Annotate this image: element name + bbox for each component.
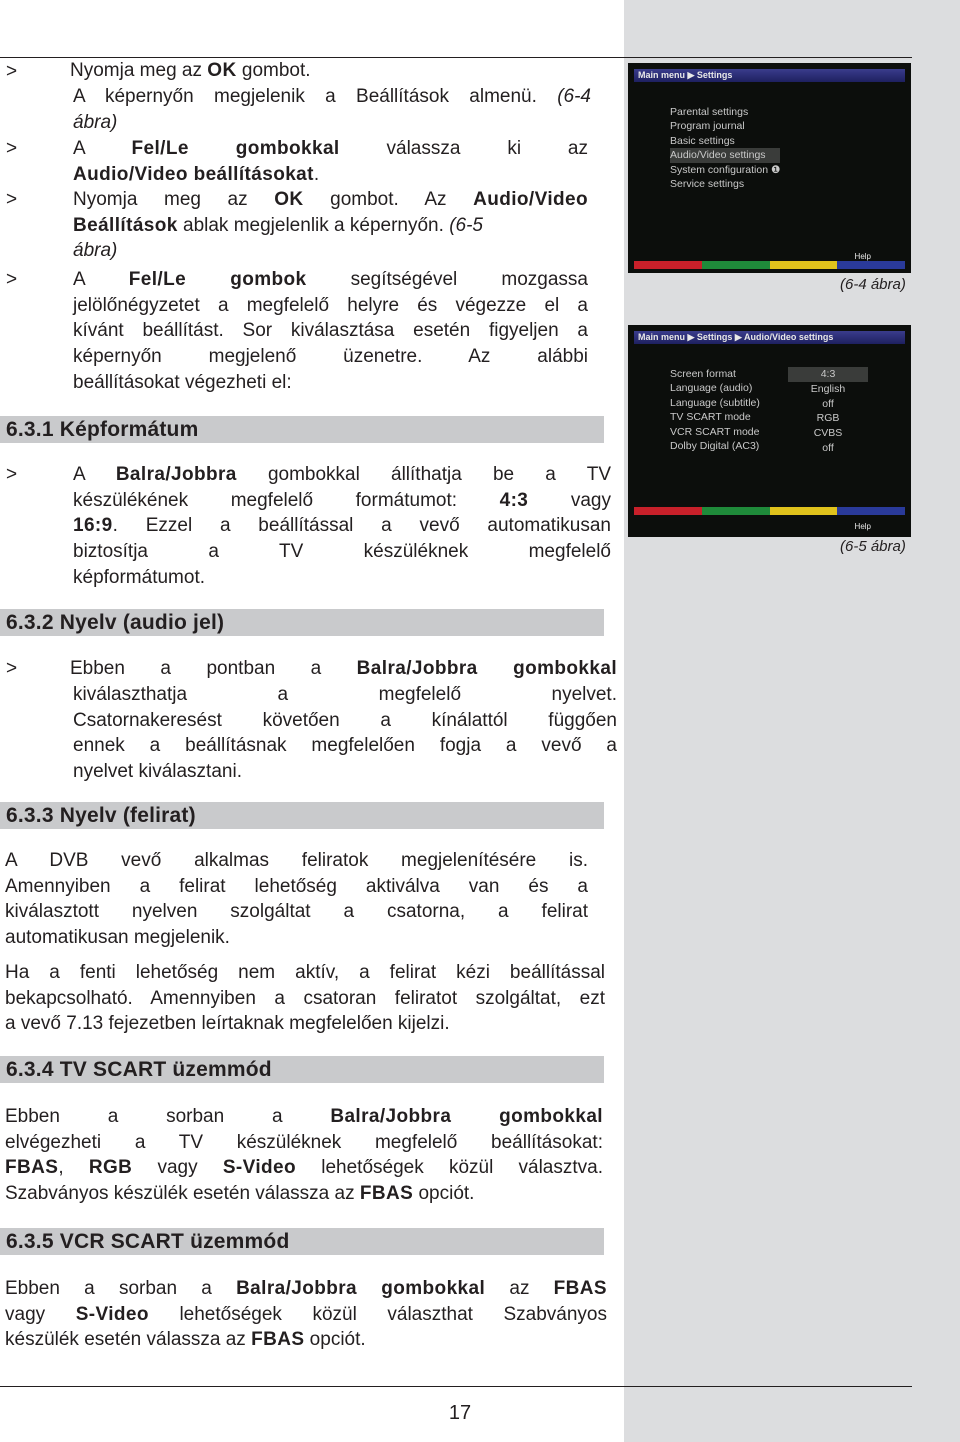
help-label: Help xyxy=(854,522,871,531)
section-2-paragraph-line1: Ebben a pontban a Balra/Jobbra gombokkal xyxy=(70,658,618,679)
figure-caption: (6-4 ábra) xyxy=(840,276,906,293)
bullet-marker: > xyxy=(6,658,18,679)
setting-value: RGB xyxy=(816,412,840,425)
menu-breadcrumb: Main menu ▶ Settings xyxy=(638,70,733,80)
setting-label: TV SCART mode xyxy=(670,411,751,424)
color-key-strip xyxy=(634,507,905,515)
setting-value: off xyxy=(822,397,834,410)
setting-value: CVBS xyxy=(813,427,843,440)
section-heading: 6.3.4 TV SCART üzemmód xyxy=(6,1058,272,1081)
section-heading-bar xyxy=(0,1056,604,1083)
settings-menu-list xyxy=(670,105,780,191)
red-key xyxy=(634,261,702,269)
section-1-paragraph: A Balra/Jobbra gombokkal állíthatja be a TV készülékének megfelelő formátumot: 4:3 vagy 16:9. Ezzel a beállítással a vevő automatikusan biztosítja a TV készüléknek megfelelő képformátumot. xyxy=(73,464,611,588)
bullet-marker: > xyxy=(6,269,18,290)
setting-label: Language (audio) xyxy=(670,382,753,395)
intro-paragraph-2: A Fel/Le gombokkal válassza ki az Audio/Video beállításokat. xyxy=(73,138,588,185)
green-key xyxy=(702,261,770,269)
setting-value: English xyxy=(810,382,846,395)
av-settings-list xyxy=(670,367,760,453)
setting-value-selected: 4:3 xyxy=(788,367,868,382)
setting-label: VCR SCART mode xyxy=(670,425,760,438)
yellow-key xyxy=(770,261,838,269)
section-2-paragraph: kiválaszthatja a megfelelő nyelvet. Csatornakeresést követően a kínálattól függően ennek a beállításnak megfelelően fogja a vevő a nyelvet kiválasztani. xyxy=(73,684,617,783)
figure-caption: (6-5 ábra) xyxy=(840,538,906,555)
menu-title-bar xyxy=(634,69,905,82)
page-number: 17 xyxy=(448,1402,472,1424)
setting-label: Dolby Digital (AC3) xyxy=(670,440,760,453)
menu-item: Parental settings xyxy=(670,106,749,118)
menu-title-bar xyxy=(634,331,905,344)
intro-paragraph-1b: A képernyőn megjelenik a Beállítások almenü. (6-4 ábra) xyxy=(73,86,591,133)
help-label: Help xyxy=(854,252,871,261)
menu-breadcrumb: Main menu ▶ Settings ▶ Audio/Video settings xyxy=(638,332,834,342)
menu-item: Basic settings xyxy=(670,134,735,147)
menu-item-selected: Audio/Video settings xyxy=(670,148,780,162)
section-heading-bar xyxy=(0,802,604,829)
setting-label: Screen format xyxy=(670,368,736,380)
menu-item: Service settings xyxy=(670,178,745,191)
color-key-strip xyxy=(634,261,905,269)
av-settings-values xyxy=(788,367,868,456)
section-3-paragraph-1: A DVB vevő alkalmas feliratok megjelenítésére is. Amennyiben a felirat lehetőség aktiválva van és a kiválasztott nyelven szolgáltat a csatorna, a felirat automatikusan megjelenik. xyxy=(5,850,588,949)
section-heading: 6.3.1 Képformátum xyxy=(6,418,199,441)
blue-key xyxy=(837,507,905,515)
bullet-marker: > xyxy=(6,138,18,159)
section-5-paragraph: Ebben a sorban a Balra/Jobbra gombokkal az FBAS vagy S-Video lehetőségek közül választhat Szabványos készülék esetén válassza az FBAS opciót. xyxy=(5,1278,607,1351)
bullet-marker: > xyxy=(6,61,18,82)
bullet-marker: > xyxy=(6,189,18,210)
section-heading-bar xyxy=(0,609,604,636)
red-key xyxy=(634,507,702,515)
menu-item: Program journal xyxy=(670,120,745,133)
settings-menu-screenshot xyxy=(628,63,911,273)
section-heading: 6.3.2 Nyelv (audio jel) xyxy=(6,611,225,634)
section-heading-bar xyxy=(0,1228,604,1255)
bottom-rule xyxy=(0,1386,912,1387)
intro-paragraph-3: Nyomja meg az OK gombot. Az Audio/Video Beállítások ablak megjelenlik a képernyőn. (6-5 ábra) xyxy=(73,189,588,262)
blue-key xyxy=(837,261,905,269)
setting-label: Language (subtitle) xyxy=(670,396,760,409)
bullet-marker: > xyxy=(6,464,18,485)
green-key xyxy=(702,507,770,515)
yellow-key xyxy=(770,507,838,515)
section-3-paragraph-2: Ha a fenti lehetőség nem aktív, a felirat kézi beállítással bekapcsolható. Amennyiben a csatoran feliratot szolgáltat, ezt a vevő 7.13 fejezetben leírtaknak megfelelően kijelzi. xyxy=(5,962,605,1035)
audio-video-settings-screenshot xyxy=(628,325,911,537)
intro-paragraph-1: Nyomja meg az OK gombot. xyxy=(70,60,311,81)
section-heading-bar xyxy=(0,416,604,443)
section-4-paragraph: Ebben a sorban a Balra/Jobbra gombokkal elvégezheti a TV készüléknek megfelelő beállításokat: FBAS, RGB vagy S-Video lehetőségek közül választva. Szabványos készülék esetén válassza az FBAS opciót. xyxy=(5,1106,603,1205)
section-heading: 6.3.5 VCR SCART üzemmód xyxy=(6,1230,290,1253)
setting-value: off xyxy=(822,441,834,454)
menu-item: System configuration ❶ xyxy=(670,163,781,176)
intro-paragraph-4: A Fel/Le gombok segítségével mozgassa jelölőnégyzetet a megfelelő helyre és végezze el a kívánt beállítást. Sor kiválasztása esetén figyeljen a képernyőn megjelenő üzenetre. Az alábbi beállításokat végezheti el: xyxy=(73,269,588,393)
section-heading: 6.3.3 Nyelv (felirat) xyxy=(6,804,196,827)
